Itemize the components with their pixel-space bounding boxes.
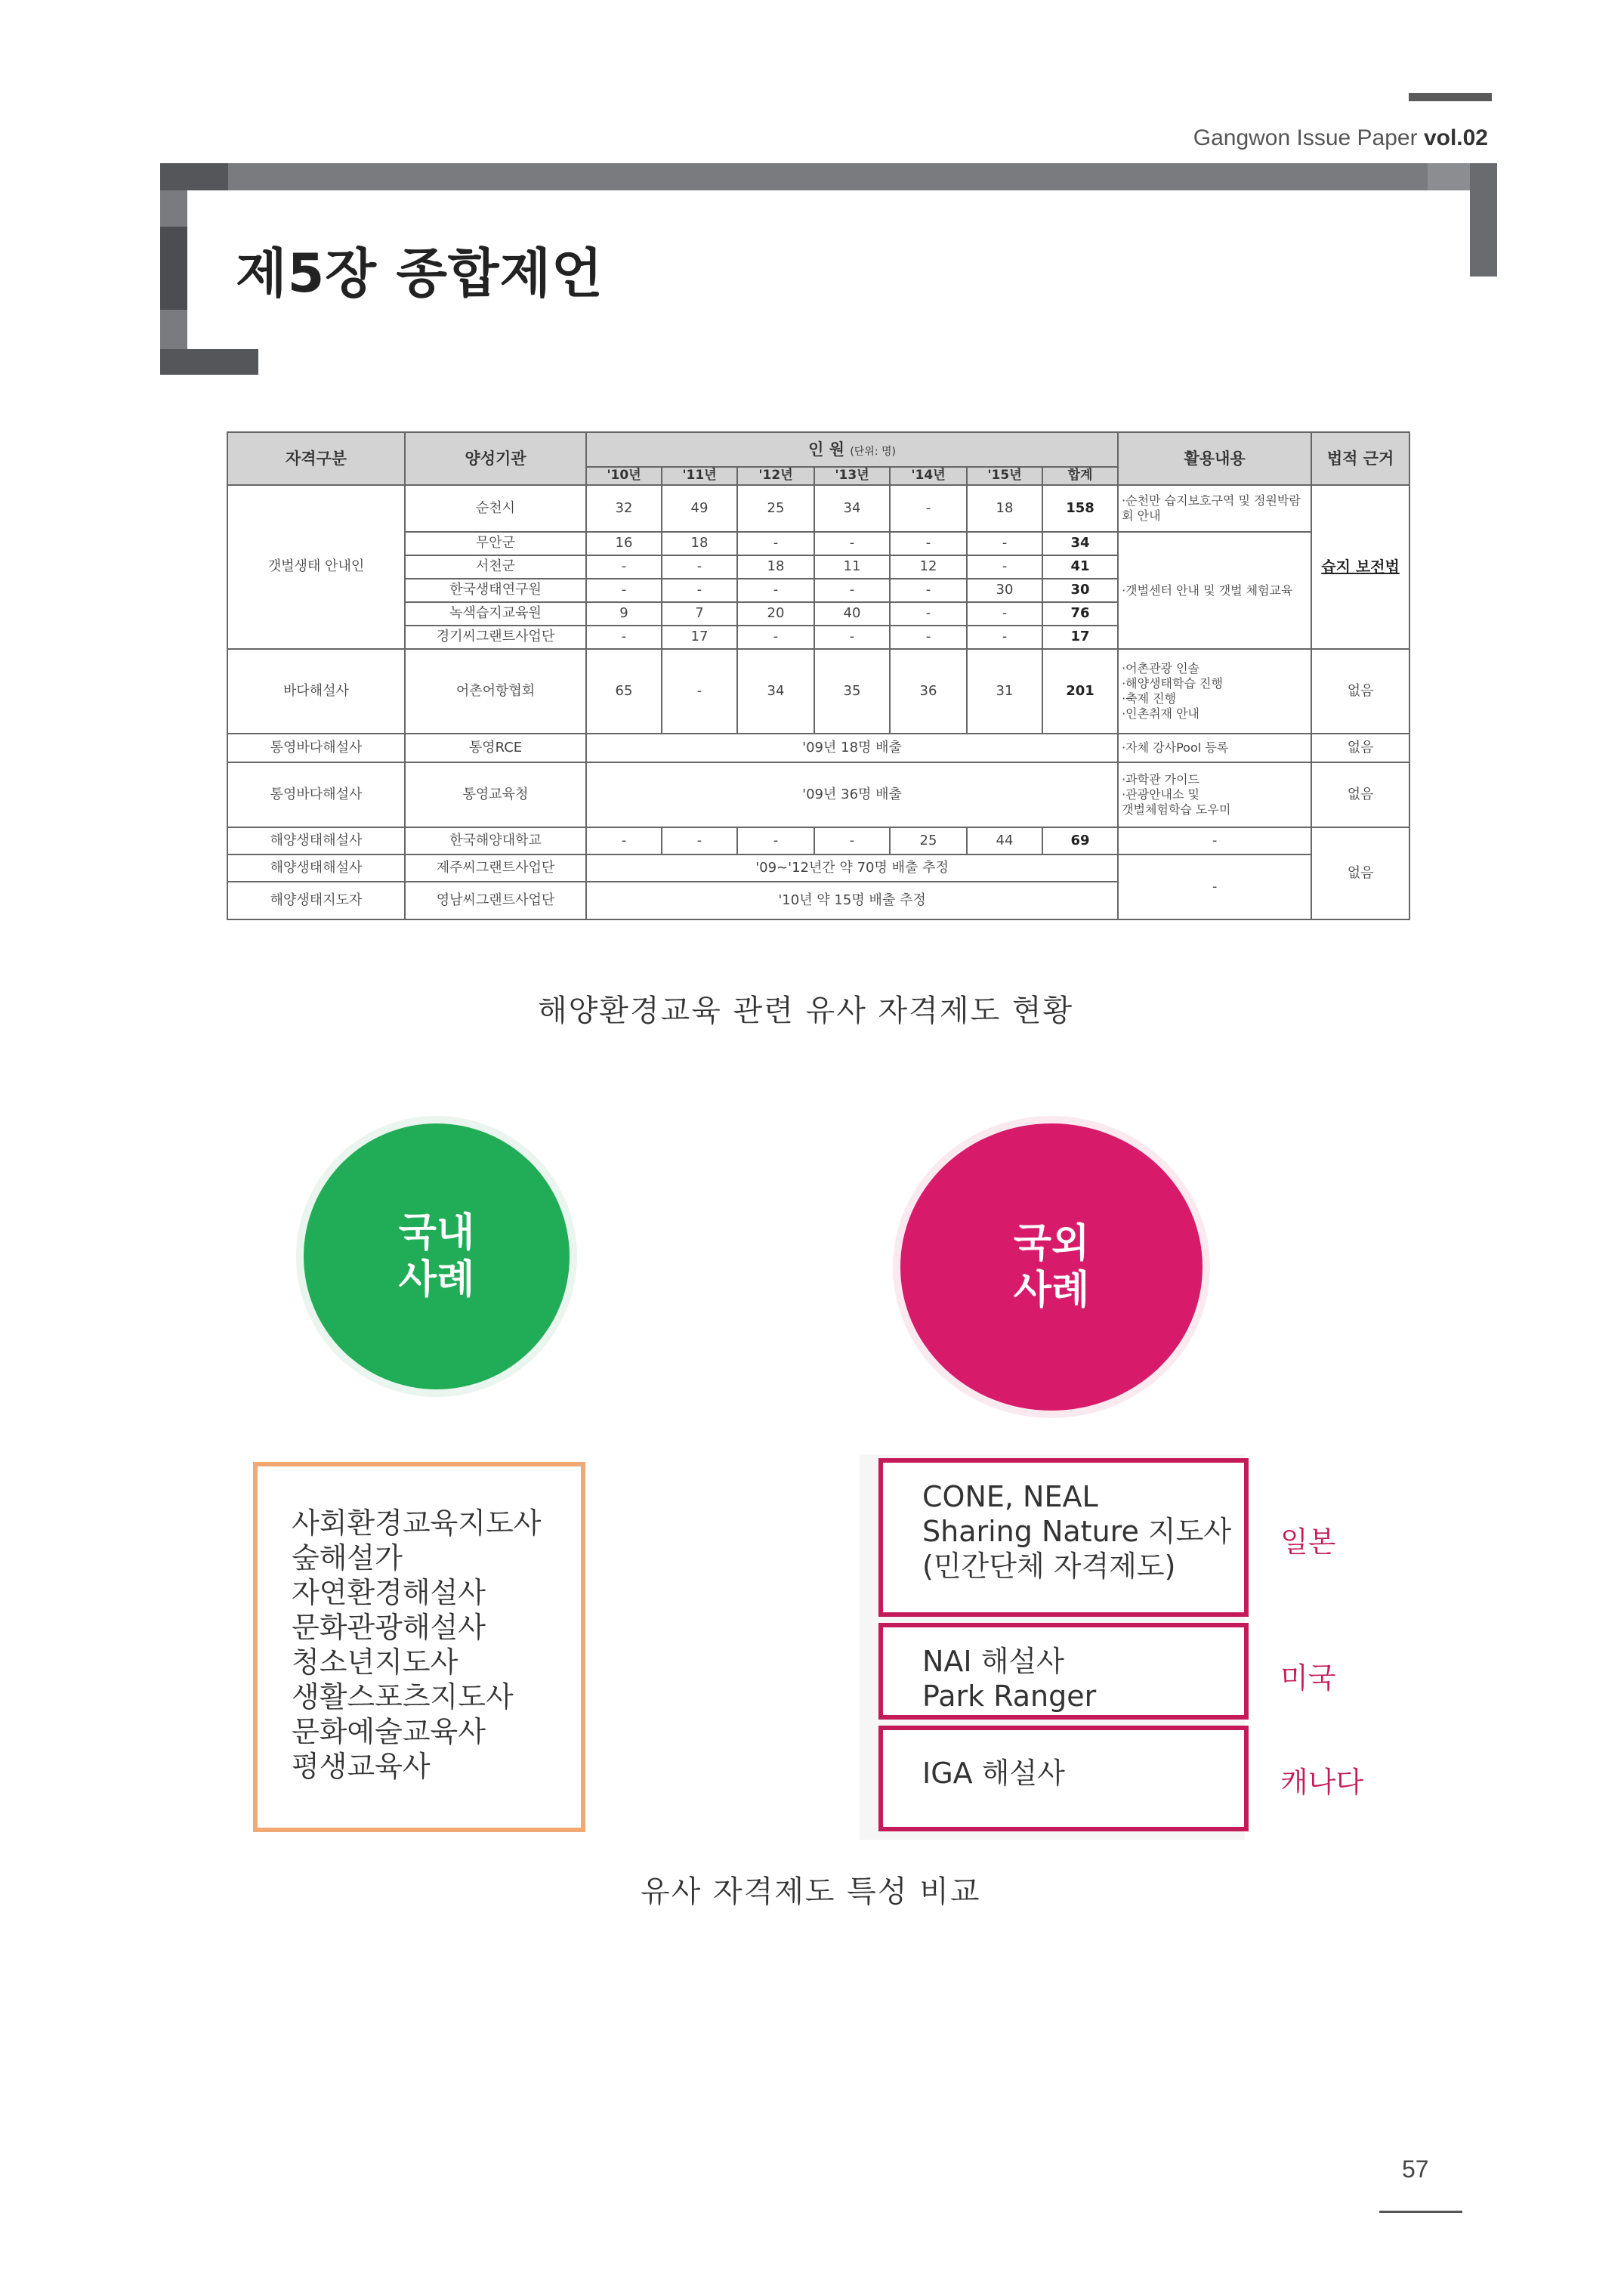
cell-legal-basis: 없음 bbox=[1311, 649, 1409, 734]
cell-institution: 영남씨그랜트사업단 bbox=[405, 882, 586, 919]
series-label bbox=[1193, 125, 1488, 151]
cell-qualification: 통영바다해설사 bbox=[227, 734, 405, 762]
qualification-table bbox=[227, 431, 1410, 920]
series-name: Gangwon Issue Paper bbox=[1193, 125, 1418, 150]
cell-total: 41 bbox=[1042, 555, 1118, 579]
cell-value: 25 bbox=[890, 827, 967, 854]
domestic-item: 청소년지도사 bbox=[292, 1646, 458, 1679]
header-total: 합계 bbox=[1042, 467, 1118, 485]
foreign-case-box-japan bbox=[878, 1458, 1249, 1617]
header-year: '15년 bbox=[967, 467, 1042, 485]
table-header-row bbox=[227, 432, 1409, 467]
domestic-case-box bbox=[253, 1462, 585, 1832]
cell-value: 36 bbox=[890, 649, 967, 734]
cell-value: 32 bbox=[586, 485, 662, 532]
page-number-rule bbox=[1379, 2211, 1462, 2213]
header-personnel-label: 인 원 bbox=[808, 440, 844, 459]
cell-institution: 통영교육청 bbox=[405, 762, 586, 827]
cell-total: 76 bbox=[1042, 602, 1118, 626]
header-usage: 활용내용 bbox=[1118, 432, 1311, 485]
cell-usage: ·어촌관광 인솔 ·해양생태학습 진행 ·축제 진행 ·인촌취재 안내 bbox=[1118, 649, 1311, 734]
table-row bbox=[227, 734, 1409, 762]
cell-value: 34 bbox=[814, 485, 890, 532]
cell-value: 30 bbox=[967, 579, 1042, 602]
cell-total: 30 bbox=[1042, 579, 1118, 602]
foreign-item: IGA 해설사 bbox=[922, 1757, 1065, 1790]
cell-value: 65 bbox=[586, 649, 662, 734]
cell-legal-basis: 없음 bbox=[1311, 762, 1409, 827]
cell-institution: 어촌어항협회 bbox=[405, 649, 586, 734]
cell-value: 16 bbox=[586, 532, 662, 555]
cell-value: - bbox=[586, 555, 662, 579]
foreign-item: (민간단체 자격제도) bbox=[922, 1550, 1176, 1583]
cell-value: - bbox=[890, 485, 967, 532]
chapter-frame-top bbox=[160, 163, 1497, 190]
header-year: '14년 bbox=[890, 467, 967, 485]
cell-total: 69 bbox=[1042, 827, 1118, 854]
domestic-item: 자연환경해설사 bbox=[292, 1576, 486, 1609]
foreign-item: Sharing Nature 지도사 bbox=[922, 1515, 1232, 1548]
cell-qualification: 갯벌생태 안내인 bbox=[227, 485, 405, 649]
cell-total: 17 bbox=[1042, 626, 1118, 649]
foreign-case-box-canada bbox=[878, 1726, 1249, 1831]
cell-usage: ·순천만 습지보호구역 및 정원박람회 안내 bbox=[1118, 485, 1311, 532]
table-row bbox=[227, 827, 1409, 854]
cell-value: - bbox=[890, 602, 967, 626]
cell-institution: 경기씨그랜트사업단 bbox=[405, 626, 586, 649]
header-year: '11년 bbox=[662, 467, 737, 485]
table-row bbox=[227, 854, 1409, 882]
cell-value: - bbox=[967, 602, 1042, 626]
cell-value: 40 bbox=[814, 602, 890, 626]
cell-value: 34 bbox=[737, 649, 814, 734]
cell-institution: 통영RCE bbox=[405, 734, 586, 762]
diagram-caption: 유사 자격제도 특성 비교 bbox=[641, 1874, 981, 1909]
cell-value: 7 bbox=[662, 602, 737, 626]
cell-value: - bbox=[662, 649, 737, 734]
cell-value: - bbox=[890, 579, 967, 602]
cell-value: 18 bbox=[737, 555, 814, 579]
foreign-item: Park Ranger bbox=[922, 1680, 1097, 1713]
domestic-case-circle: 국내 사례 bbox=[304, 1123, 570, 1389]
cell-value: - bbox=[737, 626, 814, 649]
cell-value: - bbox=[737, 827, 814, 854]
cell-usage: ·갯벌센터 안내 및 갯벌 체험교육 bbox=[1118, 532, 1311, 649]
cell-legal-basis: 없음 bbox=[1311, 734, 1409, 762]
cell-value: - bbox=[890, 626, 967, 649]
header-institution: 양성기관 bbox=[405, 432, 586, 485]
domestic-item: 사회환경교육지도사 bbox=[292, 1507, 542, 1540]
cell-value: - bbox=[967, 555, 1042, 579]
cell-institution: 한국해양대학교 bbox=[405, 827, 586, 854]
cell-value: - bbox=[890, 532, 967, 555]
chapter-frame-left-accent bbox=[160, 227, 187, 310]
header-year: '10년 bbox=[586, 467, 662, 485]
cell-usage: - bbox=[1118, 827, 1311, 854]
cell-value: - bbox=[662, 579, 737, 602]
cell-total: 34 bbox=[1042, 532, 1118, 555]
country-label-japan: 일본 bbox=[1280, 1525, 1336, 1559]
cell-value: - bbox=[662, 555, 737, 579]
cell-note: '09~'12년간 약 70명 배출 추정 bbox=[586, 854, 1118, 882]
table-row bbox=[227, 762, 1409, 827]
cell-institution: 제주씨그랜트사업단 bbox=[405, 854, 586, 882]
page-number: 57 bbox=[1402, 2155, 1429, 2183]
foreign-case-box-usa bbox=[878, 1623, 1249, 1720]
foreign-case-circle: 국외 사례 bbox=[900, 1123, 1203, 1411]
cell-institution: 한국생태연구원 bbox=[405, 579, 586, 602]
cell-value: - bbox=[814, 626, 890, 649]
header-personnel bbox=[586, 432, 1118, 467]
cell-institution: 서천군 bbox=[405, 555, 586, 579]
cell-value: 44 bbox=[967, 827, 1042, 854]
cell-usage: ·과학관 가이드 ·관광안내소 및 갯벌체험학습 도우미 bbox=[1118, 762, 1311, 827]
cell-total: 201 bbox=[1042, 649, 1118, 734]
cell-value: - bbox=[586, 579, 662, 602]
cell-legal-basis: 없음 bbox=[1311, 827, 1409, 919]
domestic-item: 생활스포츠지도사 bbox=[292, 1680, 514, 1714]
domestic-item: 평생교육사 bbox=[292, 1750, 431, 1783]
cell-note: '10년 약 15명 배출 추정 bbox=[586, 882, 1118, 919]
header-year: '12년 bbox=[737, 467, 814, 485]
header-year: '13년 bbox=[814, 467, 890, 485]
cell-value: 12 bbox=[890, 555, 967, 579]
cell-value: 9 bbox=[586, 602, 662, 626]
chapter-frame-left-corner bbox=[160, 163, 228, 190]
cell-value: 31 bbox=[967, 649, 1042, 734]
chapter-frame-right bbox=[1470, 163, 1497, 277]
cell-usage: ·자체 강사Pool 등록 bbox=[1118, 734, 1311, 762]
cell-value: - bbox=[662, 827, 737, 854]
cell-qualification: 통영바다해설사 bbox=[227, 762, 405, 827]
cell-qualification: 해양생태해설사 bbox=[227, 854, 405, 882]
cell-value: - bbox=[967, 532, 1042, 555]
cell-value: - bbox=[586, 827, 662, 854]
cell-value: 20 bbox=[737, 602, 814, 626]
country-label-canada: 캐나다 bbox=[1280, 1766, 1364, 1799]
cell-qualification: 바다해설사 bbox=[227, 649, 405, 734]
cell-note: '09년 36명 배출 bbox=[586, 762, 1118, 827]
domestic-item: 문화예술교육사 bbox=[292, 1715, 486, 1748]
chapter-title: 제5장 종합제언 bbox=[236, 243, 604, 304]
top-rule bbox=[1409, 93, 1492, 101]
cell-value: - bbox=[814, 827, 890, 854]
table-row bbox=[227, 485, 1409, 532]
header-qualification: 자격구분 bbox=[227, 432, 405, 485]
table-row bbox=[227, 649, 1409, 734]
cell-value: - bbox=[967, 626, 1042, 649]
cell-value: 18 bbox=[967, 485, 1042, 532]
cell-institution: 무안군 bbox=[405, 532, 586, 555]
table-row bbox=[227, 532, 1409, 555]
cell-usage: - bbox=[1118, 854, 1311, 919]
cell-note: '09년 18명 배출 bbox=[586, 734, 1118, 762]
cell-value: 25 bbox=[737, 485, 814, 532]
series-volume: vol.02 bbox=[1423, 125, 1488, 150]
cell-value: - bbox=[737, 579, 814, 602]
cell-institution: 순천시 bbox=[405, 485, 586, 532]
cell-total: 158 bbox=[1042, 485, 1118, 532]
cell-value: 49 bbox=[662, 485, 737, 532]
cell-qualification: 해양생태해설사 bbox=[227, 827, 405, 854]
cell-value: 11 bbox=[814, 555, 890, 579]
cell-qualification: 해양생태지도자 bbox=[227, 882, 405, 919]
cell-value: 17 bbox=[662, 626, 737, 649]
foreign-item: CONE, NEAL bbox=[922, 1480, 1098, 1513]
chapter-frame-bottom bbox=[160, 349, 258, 375]
foreign-item: NAI 해설사 bbox=[922, 1645, 1064, 1678]
cell-value: - bbox=[814, 579, 890, 602]
cell-value: - bbox=[737, 532, 814, 555]
cell-value: - bbox=[586, 626, 662, 649]
country-label-usa: 미국 bbox=[1280, 1661, 1336, 1695]
cell-institution: 녹색습지교육원 bbox=[405, 602, 586, 626]
table-caption: 해양환경교육 관련 유사 자격제도 현황 bbox=[538, 994, 1074, 1028]
cell-value: 35 bbox=[814, 649, 890, 734]
domestic-item: 숲해설가 bbox=[292, 1541, 403, 1575]
cell-value: - bbox=[814, 532, 890, 555]
cell-legal-basis: 습지 보전법 bbox=[1311, 485, 1409, 649]
header-legal-basis: 법적 근거 bbox=[1311, 432, 1409, 485]
cell-value: 18 bbox=[662, 532, 737, 555]
domestic-item: 문화관광해설사 bbox=[292, 1611, 486, 1644]
header-unit: (단위: 명) bbox=[850, 445, 896, 458]
